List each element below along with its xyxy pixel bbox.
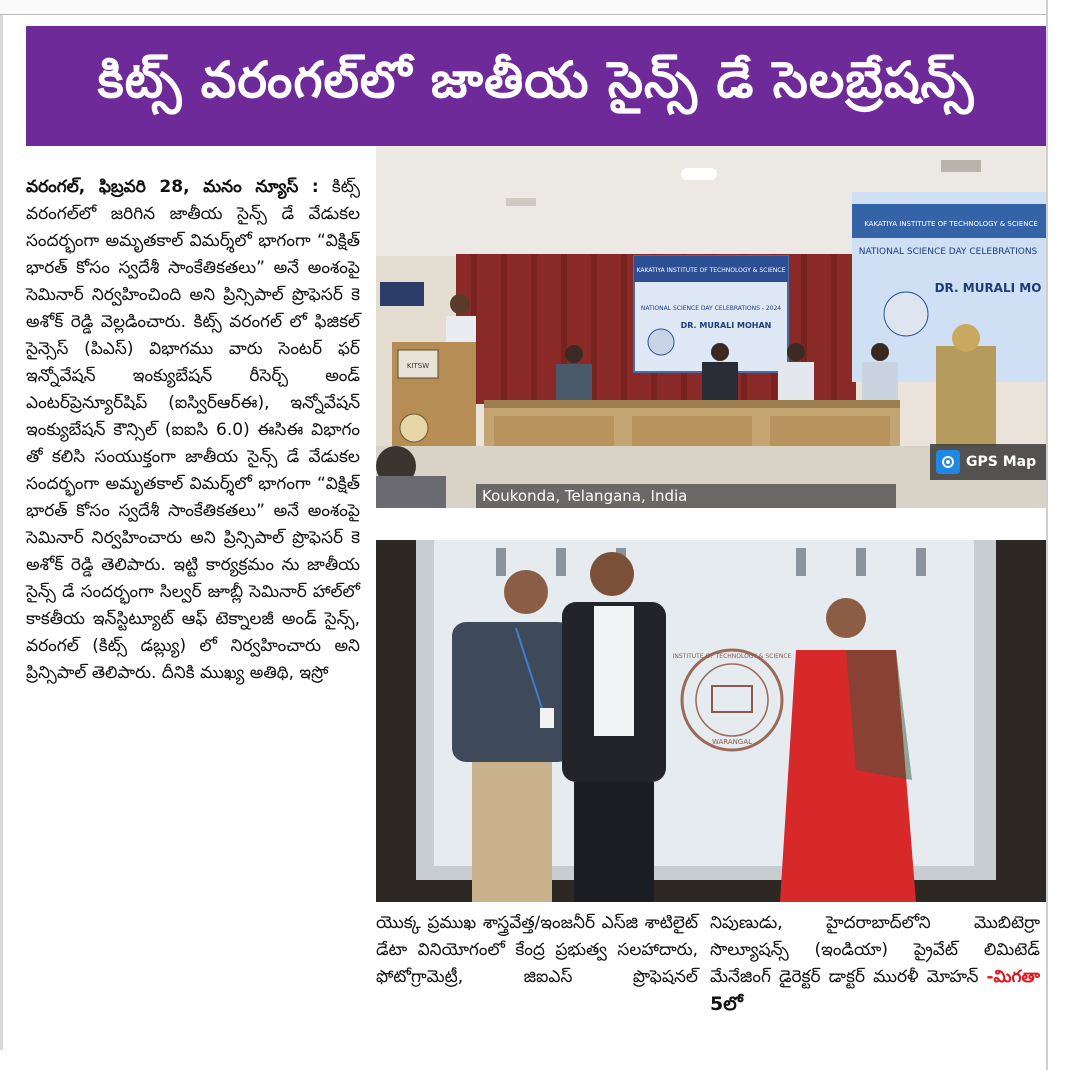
article-continuation-2 [710, 910, 1040, 1019]
page-left-edge [0, 0, 3, 1050]
emblem-top-text: INSTITUTE OF TECHNOLOGY & SCIENCE [672, 653, 792, 660]
article-body [26, 174, 360, 687]
screen-speaker: DR. MURALI MO [934, 281, 1042, 295]
screen-title: NATIONAL SCIENCE DAY CELEBRATIONS [858, 247, 1038, 257]
guests-photo [376, 540, 1046, 902]
gps-map-icon [936, 450, 960, 474]
podium-label: KITSW [406, 362, 430, 370]
emblem-bottom-text: WARANGAL [711, 738, 753, 746]
banner-speaker: DR. MURALI MOHAN [680, 321, 772, 330]
banner-title: NATIONAL SCIENCE DAY CELEBRATIONS - 2024 [640, 305, 782, 312]
previous-column-strip [0, 0, 1048, 15]
gps-map-badge [930, 444, 1046, 480]
page-right-edge [1046, 0, 1048, 1070]
banner-institute: KAKATIYA INSTITUTE OF TECHNOLOGY & SCIENCE [636, 267, 786, 274]
article-continuation-text: నిపుణుడు, హైదరాబాద్‌లోని మొబిటెర్రా సొల్యూషన్స్ (ఇండియా) ప్రైవేట్ లిమిటెడ్ మేనేజింగ్ డైరెక్టర్ డాక్టర్ మురళీ మోహన్ [710, 913, 1040, 987]
screen-institute: KAKATIYA INSTITUTE OF TECHNOLOGY & SCIENCE [864, 220, 1038, 228]
gps-map-label: GPS Map [966, 454, 1037, 470]
continued-label: -మిగతా [986, 967, 1041, 987]
continued-page: 5లో [710, 993, 743, 1015]
location-watermark: Koukonda, Telangana, India [476, 484, 896, 508]
headline-text: కిట్స్ వరంగల్‌లో జాతీయ సైన్స్ డే సెలబ్రేషన్స్ [97, 50, 975, 109]
dateline: వరంగల్, ఫిబ్రవరి 28, మనం న్యూస్ : [26, 177, 319, 197]
article-right-column [710, 910, 1040, 1019]
article-left-column [26, 174, 360, 687]
article-paragraph: కిట్స్ వరంగల్‌లో జరిగిన జాతీయ సైన్స్ డే వేడుకల సందర్భంగా అమృతకాల్ విమర్శ్‌లో భాగంగా “విక్షిత్ భారత్ కోసం స్వదేశీ సాంకేతికతలు” అనే అంశంపై సెమినార్ నిర్వహించింది అని ప్రిన్సిపాల్ ప్రొఫెసర్ కె అశోక్ రెడ్డి వెల్లడించారు. కిట్స్ వరంగల్ లో ఫిజికల్ సైన్సెస్ (పిఎస్) విభాగము వారు సెంటర్ ఫర్ ఇన్నోవేషన్ ఇంక్యుబేషన్ రీసెర్చ్ అండ్ ఎంటర్‌ప్రెన్యూర్‌షిప్ (ఐస్విర్‌ఆర్‌ఈ), ఇన్నోవేషన్ ఇంక్యుబేషన్ కౌన్సిల్ (ఐఐసి 6.0) ఈసిఈ విభాగం తో కలిసి సంయుక్తంగా జాతీయ సైన్స్ డే వేడుకల సందర్భంగా అమృతకాల్ విమర్శ్‌లో భాగంగా “విక్షిత్ భారత్ కోసం స్వదేశీ సాంకేతికతలు” అనే అంశంపై సెమినార్ నిర్వహించారు అని ప్రిన్సిపాల్ ప్రొఫెసర్ కె అశోక్ రెడ్డి తెలిపారు. ఇట్టి కార్యక్రమం ను జాతీయ సైన్స్ డే సందర్భంగా సిల్వర్ జూబ్లీ సెమినార్ హాల్‌లో కాకతీయ ఇన్‌స్టిట్యూట్ ఆఫ్ టెక్నాలజీ అండ్ సైన్స్, వరంగల్ (కిట్స్ డబ్ల్యు) లో నిర్వహించారు అని ప్రిన్సిపాల్ తెలిపారు. దీనికి ముఖ్య అతిథి, ఇస్రో [26, 177, 360, 683]
headline-banner [26, 26, 1046, 146]
article-mid-column [376, 910, 698, 991]
article-continuation-1: యొక్క ప్రముఖ శాస్త్రవేత్త/ఇంజనీర్ ఎస్‌జి శాటిలైట్ డేటా వినియోగంలో కేంద్ర ప్రభుత్వ సలహాదారు, ఫోటో‌గ్రామెట్రీ, జిఐఎస్ ప్రొఫెషనల్ [376, 913, 698, 987]
